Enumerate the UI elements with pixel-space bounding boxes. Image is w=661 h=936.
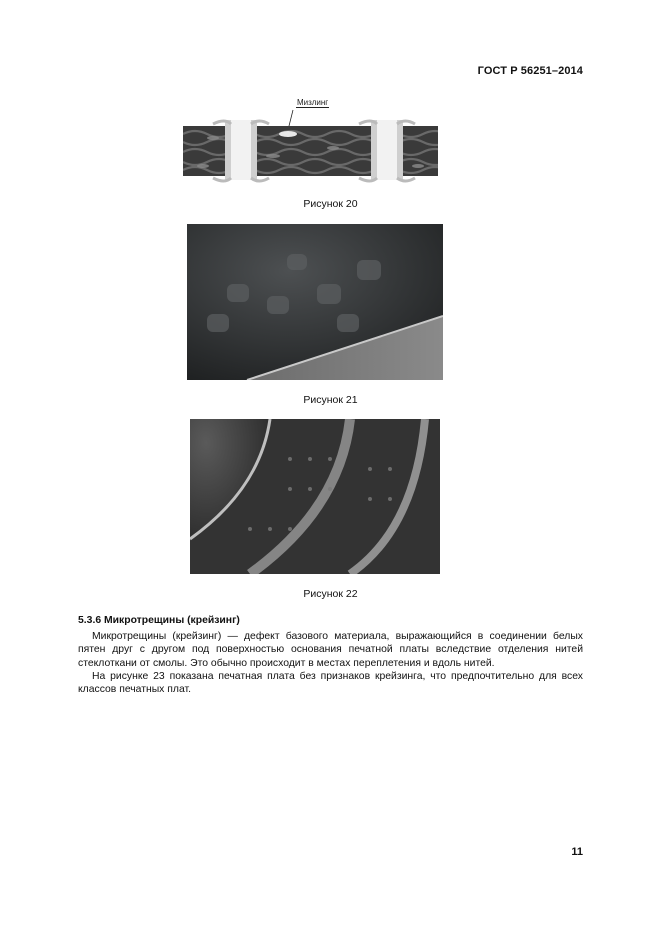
section-title: 5.3.6 Микротрещины (крейзинг) <box>78 615 240 626</box>
figure-20-image <box>183 108 438 183</box>
section-5-3-6 <box>78 614 583 696</box>
document-code: ГОСТ Р 56251–2014 <box>477 65 583 77</box>
figure-20-callout-label: Мизлинг <box>297 98 329 107</box>
paragraph-1: Микротрещины (крейзинг) — дефект базового материала, выражающийся в соединении белых пятен друг с другом под поверхностью основания печатной платы вследствие отделения нитей стеклоткани от смолы. Это обычно происходит в местах переплетения и вдоль нитей. <box>78 631 583 669</box>
figure-21-image <box>187 224 443 380</box>
figure-21-caption: Рисунок 21 <box>303 394 358 406</box>
paragraph-2: На рисунке 23 показана печатная плата без признаков крейзинга, что предпочтительно для всех классов печатных плат. <box>78 670 583 696</box>
figure-22-image <box>190 419 440 574</box>
figure-20-caption: Рисунок 20 <box>303 198 358 210</box>
figure-22-caption: Рисунок 22 <box>303 588 358 600</box>
page-number: 11 <box>571 846 583 858</box>
